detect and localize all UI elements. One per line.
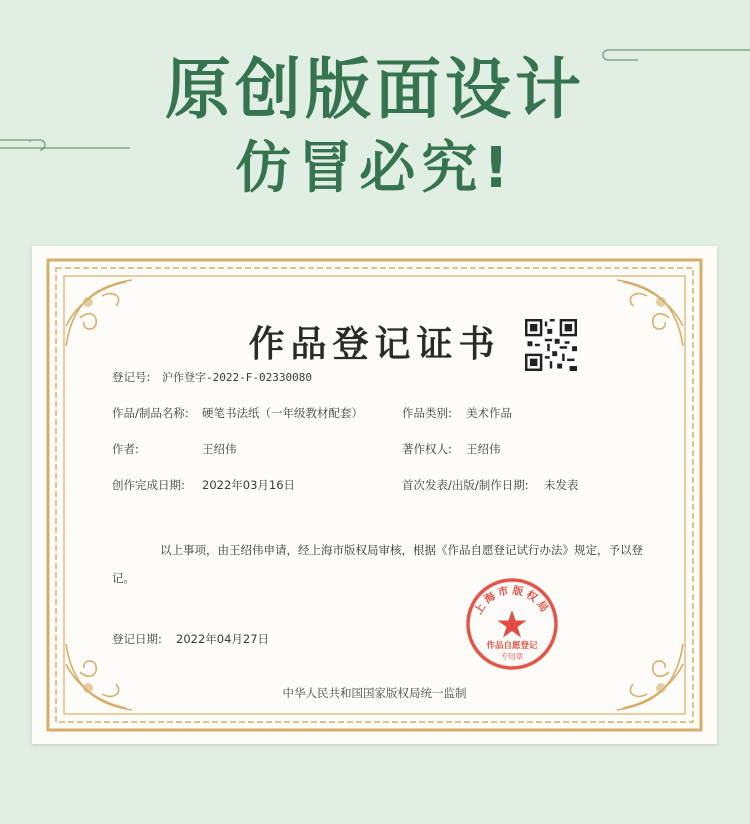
certificate-title: 作品登记证书 [248,323,501,365]
headline-line2: 仿冒必究! [235,136,515,201]
qr-code-icon [525,319,577,371]
reg-date-label: 登记日期: [112,632,162,646]
work-name-label: 作品/制品名称: [112,406,189,420]
owner-value: 王绍伟 [466,442,501,456]
reg-date-value: 2022年04月27日 [176,632,270,646]
certificate-body: 以上事项，由王绍伟申请，经上海市版权局审核，根据《作品自愿登记试行办法》规定，予以登记。 [112,543,643,585]
headline-line1: 原创版面设计 [165,51,585,128]
created-date-value: 2022年03月16日 [202,478,296,492]
certificate [32,246,717,744]
certificate-footer: 中华人民共和国国家版权局统一监制 [282,686,467,700]
published-date-value: 未发表 [544,478,579,492]
author-label: 作者: [112,442,139,456]
official-seal [464,576,560,672]
owner-label: 著作权人: [402,442,452,456]
author-value: 王绍伟 [202,442,237,456]
category-value: 美术作品 [466,406,512,420]
category-label: 作品类别: [402,406,452,420]
published-date-label: 首次发表/出版/制作日期: [402,478,529,492]
created-date-label: 创作完成日期: [112,478,185,492]
seal-line1: 作品自愿登记 [486,641,538,651]
reg-no-label: 登记号: [112,370,151,384]
seal-line2: 专用章 [500,652,524,661]
work-name-value: 硬笔书法纸（一年级教材配套） [202,406,363,420]
reg-no-value: 沪作登字-2022-F-02330080 [162,371,312,384]
seal-star-icon [498,610,527,638]
seal-arc-text: 上海市版权局 [472,584,552,617]
